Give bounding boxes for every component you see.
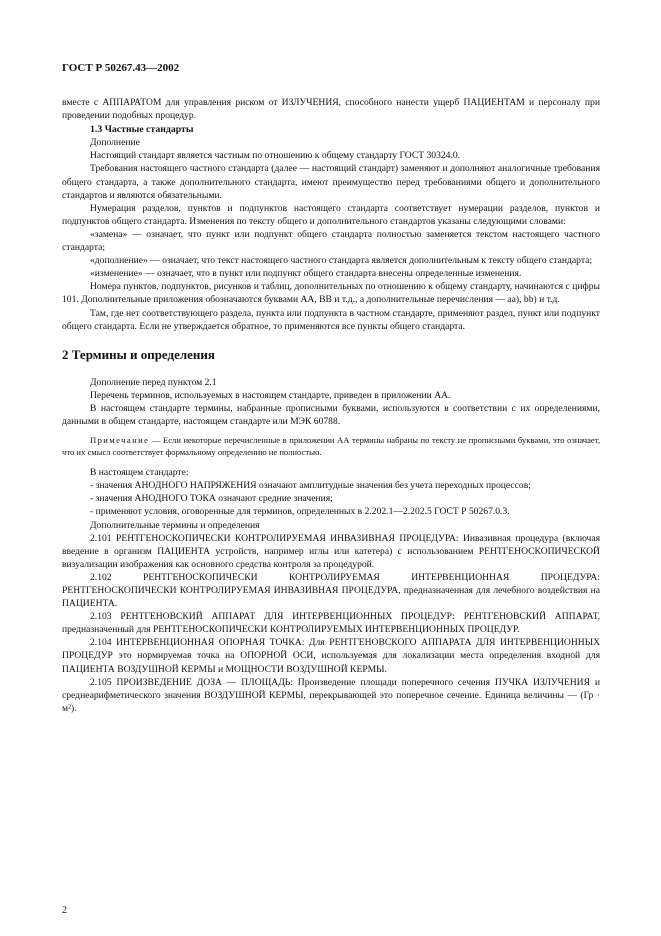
definition-2-104: 2.104 ИНТЕРВЕНЦИОННАЯ ОПОРНАЯ ТОЧКА: Для РЕНТГЕНОВСКОГО АППАРАТА ДЛЯ ИНТЕРВЕНЦИОННЫХ ПРОЦЕДУР это нормируемая точка на ОПОРНОЙ ОСИ, используемая для локализации места определения входной для ПАЦИЕНТА ВОЗДУШНОЙ КЕРМЫ и МОЩНОСТИ ВОЗДУШНОЙ КЕРМЫ. (62, 637, 600, 675)
paragraph: вместе с АППАРАТОМ для управления риском от ИЗЛУЧЕНИЯ, способного нанести ущерб ПАЦИЕНТАМ и персоналу при проведении подобных процедур. (62, 97, 600, 122)
list-item: - значения АНОДНОГО НАПРЯЖЕНИЯ означают амплитудные значения без учета переходных процессов; (90, 480, 531, 492)
subsection-heading: 1.3 Частные стандарты (90, 124, 194, 136)
paragraph: «изменение» — означает, что в пункт или подпункт общего стандарта внесены определенные изменения. (90, 268, 522, 280)
paragraph: Дополнение (90, 137, 140, 149)
paragraph: Перечень терминов, используемых в настоящем стандарте, приведен в приложении АА. (90, 389, 451, 401)
list-item: - применяют условия, оговоренные для терминов, определенных в 2.202.1—2.202.5 ГОСТ Р 50267.0.3. (90, 506, 510, 518)
paragraph: Нумерация разделов, пунктов и подпунктов настоящего стандарта соответствует нумерации разделов, пунктов и подпунктов общего стандарта. Изменения по тексту общего и дополнительного стандартов указаны следующими словами: (62, 202, 600, 227)
paragraph: Номера пунктов, подпунктов, рисунков и таблиц, дополнительных по отношению к общему стандарту, начинаются с цифры 101. Дополнительные приложения обозначаются буквами АА, ВВ и т.д., а дополнительные перечисления — аа), bb) и т.д. (62, 281, 600, 306)
definition-2-105: 2.105 ПРОИЗВЕДЕНИЕ ДОЗА — ПЛОЩАДЬ: Произведение площади поперечного сечения ПУЧКА ИЗЛУЧЕНИЯ и среднеарифметического значения ВОЗДУШНОЙ КЕРМЫ, перекрывающей это поперечное сечение. Единица величины — (Гр · м²). (62, 676, 600, 714)
definition-2-103: 2.103 РЕНТГЕНОВСКИЙ АППАРАТ ДЛЯ ИНТЕРВЕНЦИОННЫХ ПРОЦЕДУР: РЕНТГЕНОВСКИЙ АППАРАТ, предназначенный для РЕНТГЕНОСКОПИЧЕСКИ КОНТРОЛИРУЕМЫХ ИНТЕРВЕНЦИОННЫХ ПРОЦЕДУР. (62, 611, 600, 636)
paragraph: «дополнение» — означает, что текст настоящего частного стандарта является дополнительным к тексту общего стандарта; (90, 255, 593, 267)
note-text: — Если некоторые перечисленные в приложении АА термины набраны по тексту не прописными буквами, это означает, что их смысл соответствует формальному определению не полностью. (62, 435, 600, 458)
section-heading: 2 Термины и определения (62, 346, 215, 362)
paragraph: Настоящий стандарт является частным по отношению к общему стандарту ГОСТ 30324.0. (90, 150, 461, 162)
definition-2-101: 2.101 РЕНТГЕНОСКОПИЧЕСКИ КОНТРОЛИРУЕМАЯ ИНВАЗИВНАЯ ПРОЦЕДУРА: Инвазивная процедура (включая введение в организм ПАЦИЕНТА устройств, например иглы или катетера) с использованием РЕНТГЕНОСКОПИЧЕСКОЙ визуализации изображения как основного средства контроля за процедурой. (62, 532, 600, 570)
page-body (62, 62, 600, 715)
paragraph: Дополнительные термины и определения (90, 519, 260, 531)
list-item: - значения АНОДНОГО ТОКА означают средние значения; (90, 493, 333, 505)
paragraph: В настоящем стандарте термины, набранные прописными буквами, используются в соответствии с их определениями, данными в общем стандарте, настоящем стандарте или МЭК 60788. (62, 402, 600, 428)
document-header: ГОСТ Р 50267.43—2002 (62, 62, 180, 74)
page-number: 2 (62, 905, 67, 916)
paragraph: Требования настоящего частного стандарта (далее — настоящий стандарт) заменяют и дополняют аналогичные требования общего стандарта, а также дополнительного стандарта, имеют преимущество перед требованиями общего и дополнительного стандартов и являются обязательными. (62, 163, 600, 201)
paragraph: «замена» — означает, что пункт или подпункт общего стандарта полностью заменяется текстом настоящего частного стандарта; (62, 228, 600, 254)
paragraph: Там, где нет соответствующего раздела, пункта или подпункта в частном стандарте, применяют раздел, пункт или подпункт общего стандарта. Если не утверждается обратное, то применяются все пункты общего стандарта. (62, 307, 600, 332)
note (62, 434, 600, 458)
paragraph: В настоящем стандарте: (90, 467, 189, 479)
definition-2-102: 2.102 РЕНТГЕНОСКОПИЧЕСКИ КОНТРОЛИРУЕМАЯ ИНТЕРВЕНЦИОННАЯ ПРОЦЕДУРА: РЕНТГЕНОСКОПИЧЕСКИ КОНТРОЛИРУЕМАЯ ИНВАЗИВНАЯ ПРОЦЕДУРА, предназначенная для лечебного воздействия на ПАЦИЕНТА. (62, 571, 600, 610)
note-label: Примечание (90, 435, 150, 446)
paragraph: Дополнение перед пунктом 2.1 (90, 376, 217, 388)
